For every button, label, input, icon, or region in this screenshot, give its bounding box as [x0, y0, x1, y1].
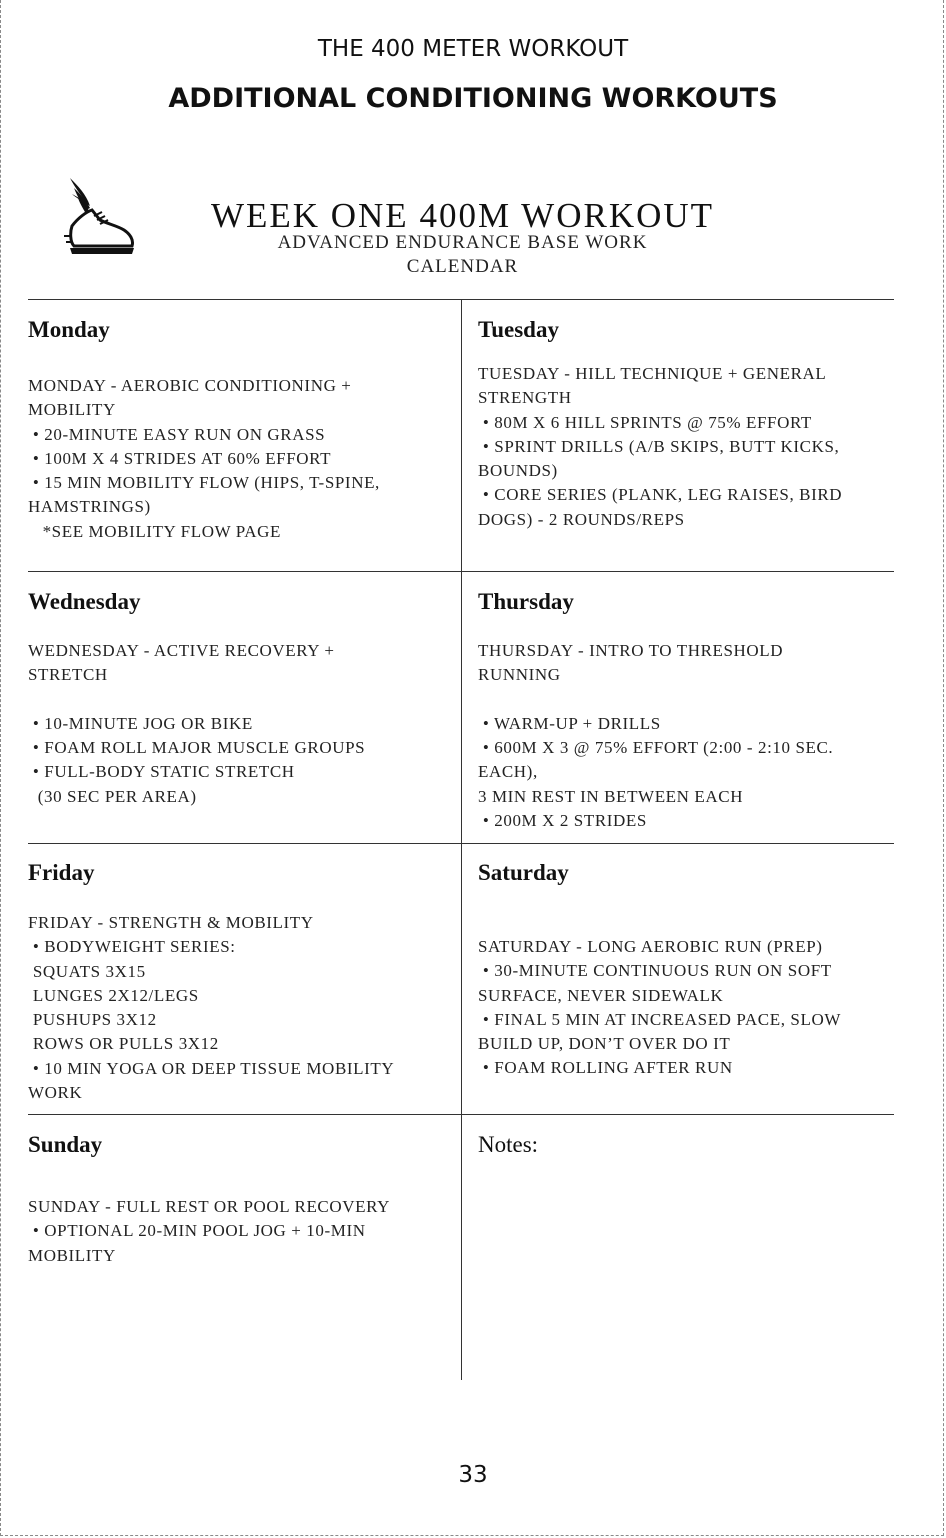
section-title: ADDITIONAL CONDITIONING WORKOUTS	[168, 83, 778, 114]
day-name-monday: Monday	[28, 317, 110, 342]
day-body-saturday: SATURDAY - LONG AEROBIC RUN (PREP) • 30-MINUTE CONTINUOUS RUN ON SOFT SURFACE, NEVER SIDEWALK • FINAL 5 MIN AT INCREASED PACE, SLOW BUILD UP, DON’T OVER DO IT • FOAM ROLLING AFTER RUN	[478, 937, 841, 1078]
day-body-sunday: SUNDAY - FULL REST OR POOL RECOVERY • OPTIONAL 20-MIN POOL JOG + 10-MIN MOBILITY	[28, 1197, 390, 1265]
day-name-thursday: Thursday	[478, 589, 574, 614]
week-subtitle: ADVANCED ENDURANCE BASE WORK	[277, 232, 648, 253]
day-name-sunday: Sunday	[28, 1132, 103, 1157]
day-name-friday: Friday	[28, 860, 95, 885]
book-title: THE 400 METER WORKOUT	[317, 36, 629, 62]
notes-label: Notes:	[478, 1132, 539, 1157]
day-name-tuesday: Tuesday	[478, 317, 559, 342]
day-body-thursday: THURSDAY - INTRO TO THRESHOLD RUNNING • WARM-UP + DRILLS • 600M X 3 @ 75% EFFORT (2:00 - 2:10 SEC. EACH), 3 MIN REST IN BETWEEN EACH • 200M X 2 STRIDES	[478, 641, 834, 831]
day-name-saturday: Saturday	[478, 860, 569, 885]
day-body-friday: FRIDAY - STRENGTH & MOBILITY • BODYWEIGHT SERIES: SQUATS 3X15 LUNGES 2X12/LEGS PUSHUPS 3X12 ROWS OR PULLS 3X12 • 10 MIN YOGA OR DEEP TISSUE MOBILITY WORK	[28, 913, 395, 1103]
page-number: 33	[458, 1462, 488, 1488]
day-body-wednesday: WEDNESDAY - ACTIVE RECOVERY + STRETCH • 10-MINUTE JOG OR BIKE • FOAM ROLL MAJOR MUSCLE GROUPS • FULL-BODY STATIC STRETCH (30 SEC PER AREA)	[28, 641, 366, 806]
week-title: WEEK ONE 400M WORKOUT	[210, 196, 715, 235]
grid-line-center	[461, 299, 462, 1380]
day-body-monday: MONDAY - AEROBIC CONDITIONING + MOBILITY • 20-MINUTE EASY RUN ON GRASS • 100M X 4 STRIDES AT 60% EFFORT • 15 MIN MOBILITY FLOW (HIPS, T-SPINE, HAMSTRINGS) *SEE MOBILITY FLOW PAGE	[28, 376, 380, 541]
day-body-tuesday: TUESDAY - HILL TECHNIQUE + GENERAL STRENGTH • 80M X 6 HILL SPRINTS @ 75% EFFORT • SPRINT DRILLS (A/B SKIPS, BUTT KICKS, BOUNDS) • CORE SERIES (PLANK, LEG RAISES, BIRD DOGS) - 2 ROUNDS/REPS	[478, 364, 843, 529]
winged-shoe-icon	[64, 176, 138, 258]
week-subtitle-calendar: CALENDAR	[406, 256, 519, 277]
day-name-wednesday: Wednesday	[28, 589, 141, 614]
